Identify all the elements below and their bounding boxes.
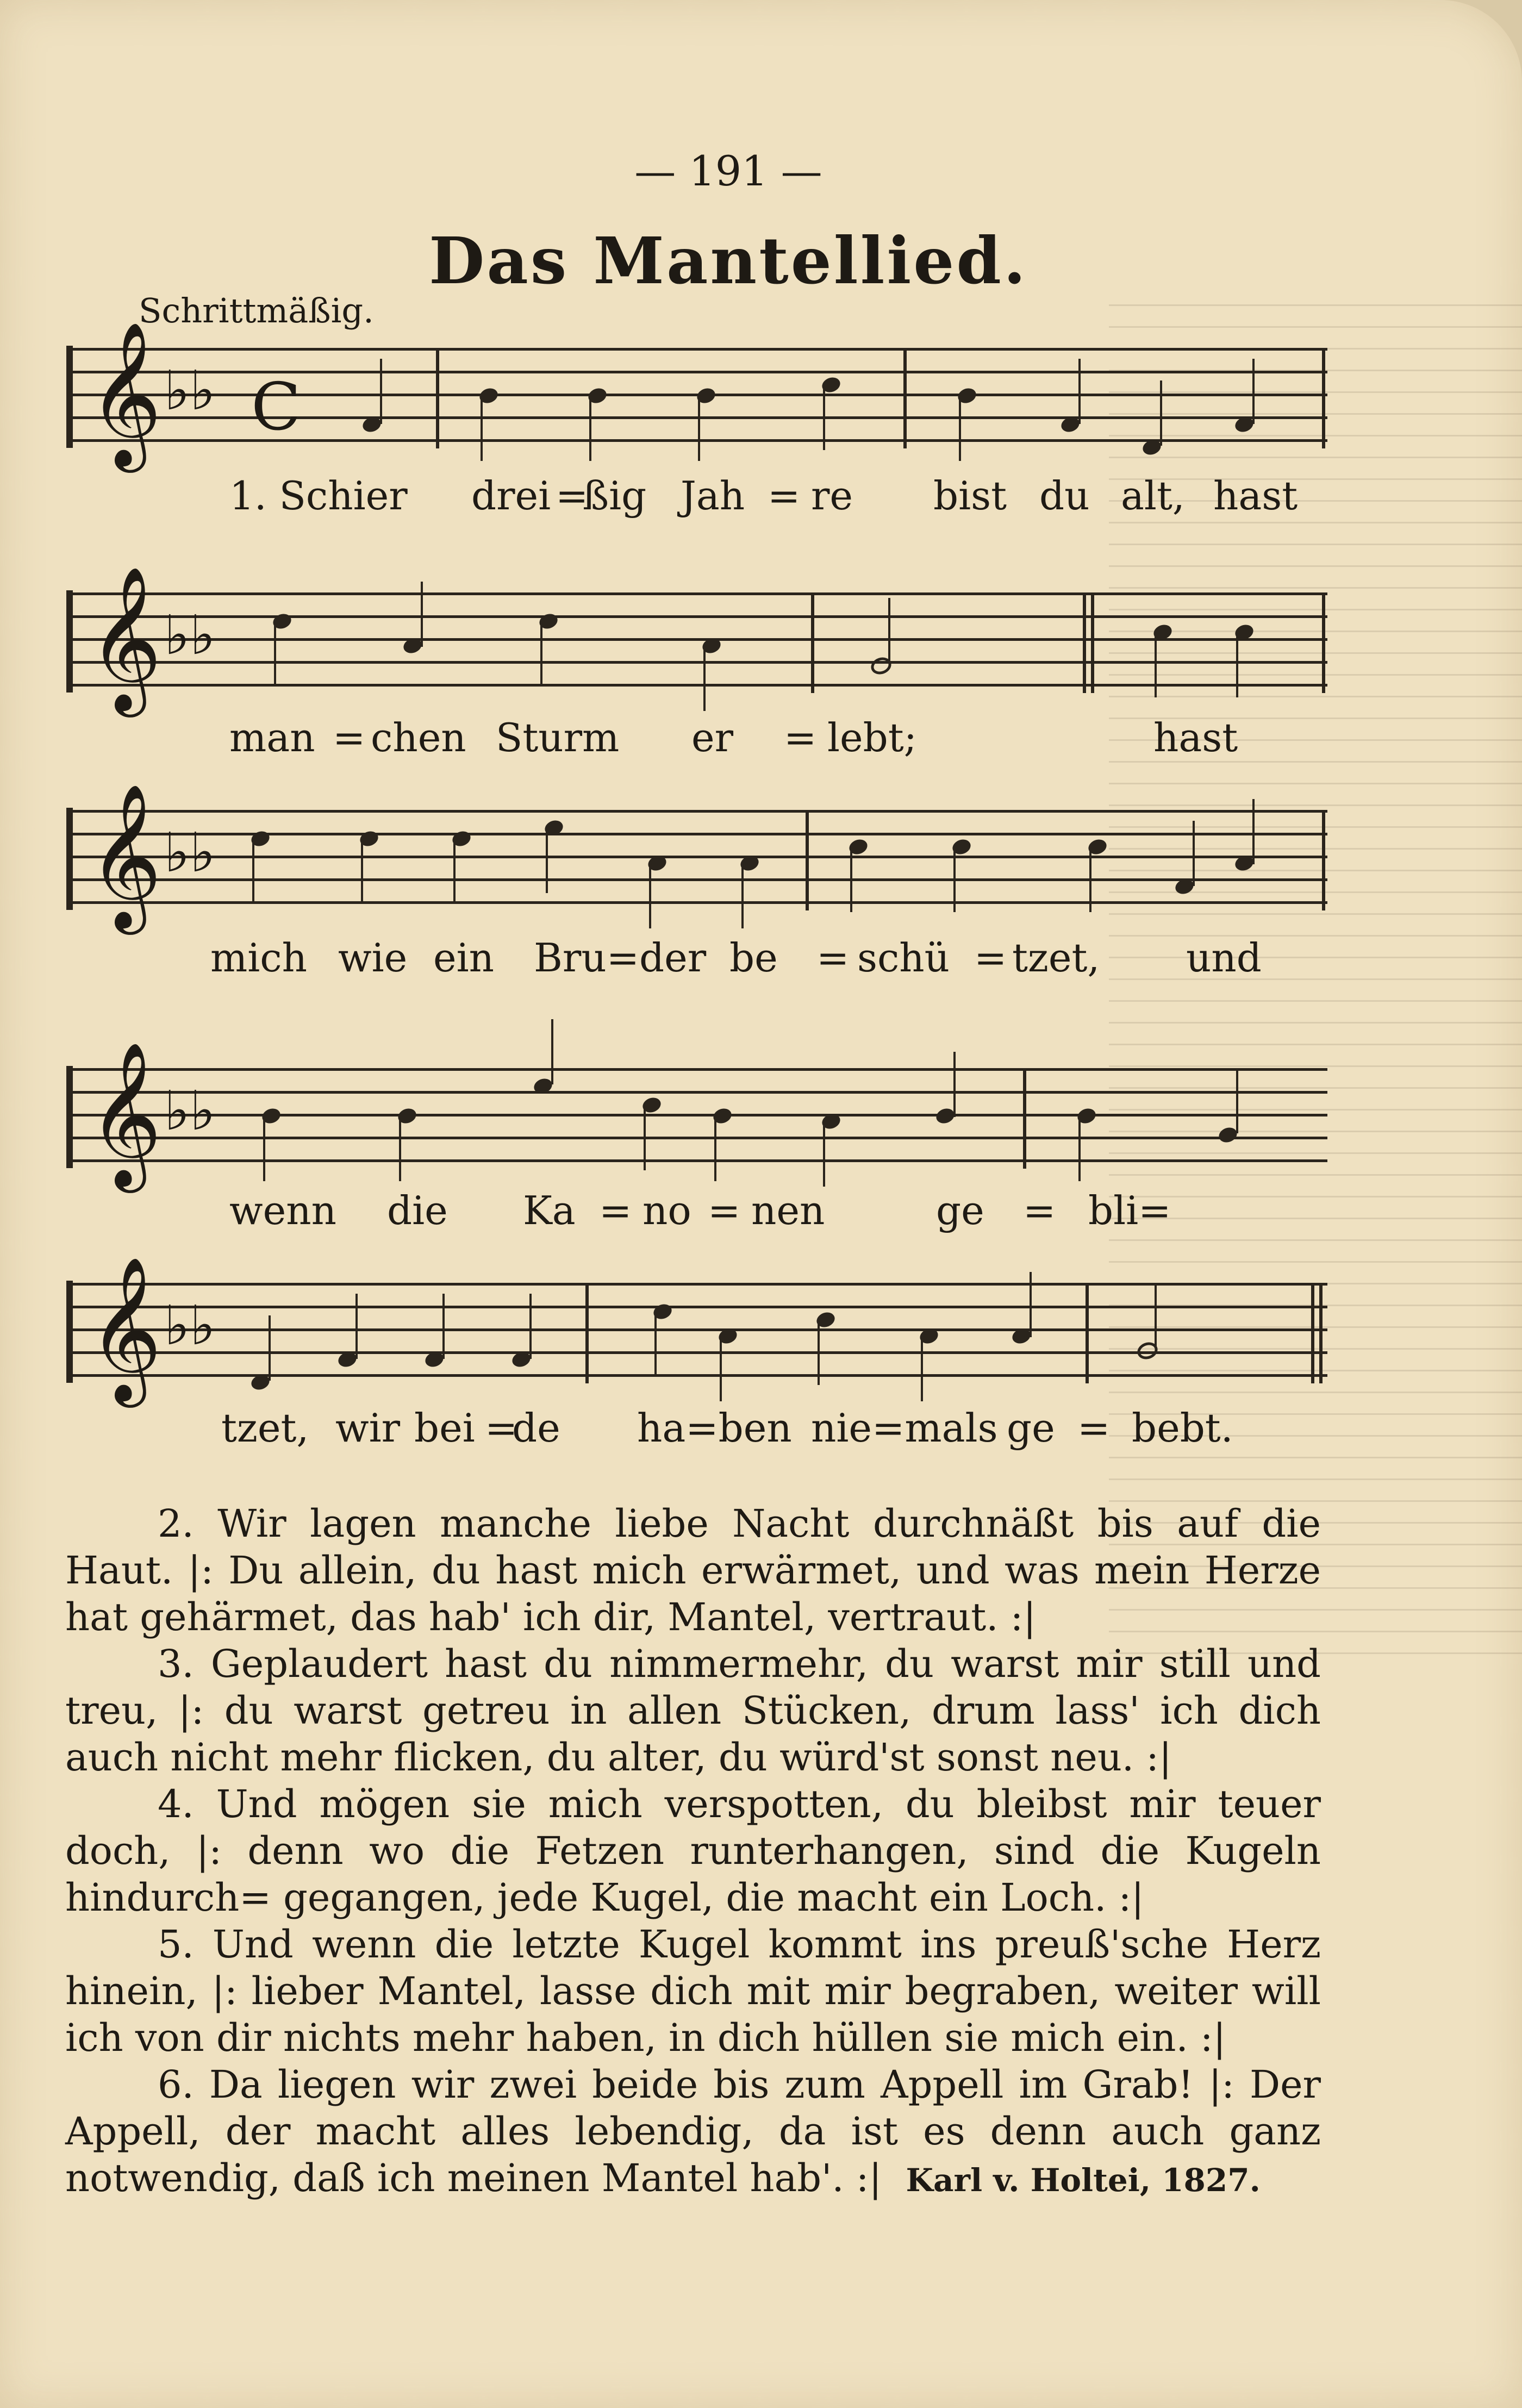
lyric-syllable: ge [1007,1405,1055,1451]
lyric-syllable: drei [471,473,551,519]
page-number: — 191 — [634,147,822,195]
lyric-syllable: man [229,715,315,760]
flat-key-signature-icon: ♭♭ [164,1079,216,1143]
lyric-syllable: = [1077,1405,1111,1451]
lyric-syllable: be [729,935,778,981]
lyrics-line [66,715,1327,758]
lyric-syllable: wenn [229,1188,336,1233]
verse-4: 4. Und mögen sie mich verspotten, du bleibst mir teuer doch, |: denn wo die Fetzen runterhangen, sind die Kugeln hindurch= gegangen, jede Kugel, die macht ein Loch. :| [65,1782,1321,1920]
lyric-syllable: nen [751,1188,825,1233]
lyric-syllable: chen [371,715,466,760]
lyric-syllable: de [512,1405,560,1451]
lyric-syllable: ha=ben [637,1405,792,1451]
lyric-syllable: ßig [583,473,647,519]
lyric-syllable: nie=mals [811,1405,998,1451]
author-credit: Karl v. Holtei, 1827. [906,2162,1261,2199]
lyric-syllable: Ka [523,1188,576,1233]
song-title: Das Mantellied. [429,223,1028,298]
lyric-syllable: = [768,473,801,519]
lyric-syllable: Jah [681,473,745,519]
staff [66,1041,1327,1187]
tempo-marking: Schrittmäßig. [139,291,374,330]
lyric-syllable: = [333,715,366,760]
verse-5: 5. Und wenn die letzte Kugel kommt ins preuß'sche Herz hinein, |: lieber Mantel, lasse dich mit mir begraben, weiter will ich von dir nichts mehr haben, in dich hüllen sie mich ein. :| [65,1922,1321,2060]
lyric-syllable: tzet, [221,1405,309,1451]
lyric-syllable: ein [433,935,495,981]
lyrics-line [66,1188,1327,1231]
treble-clef-icon: 𝄞 [88,1256,162,1401]
verses-block [65,1500,1321,2204]
lyric-syllable: Sturm [496,715,620,760]
lyric-syllable: hast [1153,715,1238,760]
flat-key-signature-icon: ♭♭ [164,603,216,667]
lyric-syllable: mich [210,935,307,981]
lyric-syllable: bist [933,473,1007,519]
treble-clef-icon: 𝄞 [88,1041,162,1187]
treble-clef-icon: 𝄞 [88,321,162,466]
staff [66,321,1327,466]
lyric-syllable: bei [414,1405,475,1451]
flat-key-signature-icon: ♭♭ [164,1294,216,1357]
staff [66,1256,1327,1401]
lyric-syllable: tzet, [1012,935,1100,981]
lyric-syllable: wie [338,935,408,981]
lyric-syllable: = [599,1188,632,1233]
lyric-syllable: re [811,473,853,519]
lyric-syllable: lebt; [827,715,917,760]
lyric-syllable: = [816,935,850,981]
lyric-syllable: = [485,1405,518,1451]
lyric-syllable: = [708,1188,741,1233]
flat-key-signature-icon: ♭♭ [164,359,216,422]
lyric-syllable: = [1023,1188,1056,1233]
flat-key-signature-icon: ♭♭ [164,821,216,884]
lyric-syllable: bebt. [1132,1405,1233,1451]
lyric-syllable: 1. Schier [229,473,408,519]
lyrics-line [66,935,1327,981]
lyrics-line [66,1405,1327,1449]
lyric-syllable: du [1039,473,1090,519]
lyric-syllable: die [387,1188,448,1233]
staff [66,566,1327,711]
lyric-syllable: alt, [1121,473,1185,519]
verse-3: 3. Geplaudert hast du nimmermehr, du warst mir still und treu, |: du warst getreu in allen Stücken, drum lass' ich dich auch nicht mehr flicken, du alter, du würd'st sonst neu. :| [65,1642,1321,1780]
lyric-syllable: = [784,715,817,760]
lyric-syllable: ge [936,1188,984,1233]
verse-6 [65,2061,1321,2204]
lyric-syllable: hast [1213,473,1298,519]
staff [66,783,1327,928]
lyric-syllable: no [643,1188,691,1233]
lyric-syllable: bli= [1088,1188,1171,1233]
verse-2: 2. Wir lagen manche liebe Nacht durchnäßt bis auf die Haut. |: Du allein, du hast mich erwärmet, und was mein Herze hat gehärmet, das hab' ich dir, Mantel, vertraut. :| [65,1501,1321,1639]
lyric-syllable: und [1186,935,1262,981]
lyrics-line [66,473,1327,519]
common-time-icon: C [251,370,301,445]
lyric-syllable: schü [857,935,950,981]
lyric-syllable: = [974,935,1007,981]
lyric-syllable: er [691,715,734,760]
lyric-syllable: wir [335,1405,401,1451]
verse-6-text: 6. Da liegen wir zwei beide bis zum Appell im Grab! |: Der Appell, der macht alles lebendig, da ist es denn auch ganz notwendig, daß ich meinen Mantel hab'. :| [65,2062,1321,2200]
lyric-syllable: Bru=der [534,935,707,981]
treble-clef-icon: 𝄞 [88,783,162,928]
treble-clef-icon: 𝄞 [88,566,162,711]
lyric-syllable: = [556,473,589,519]
